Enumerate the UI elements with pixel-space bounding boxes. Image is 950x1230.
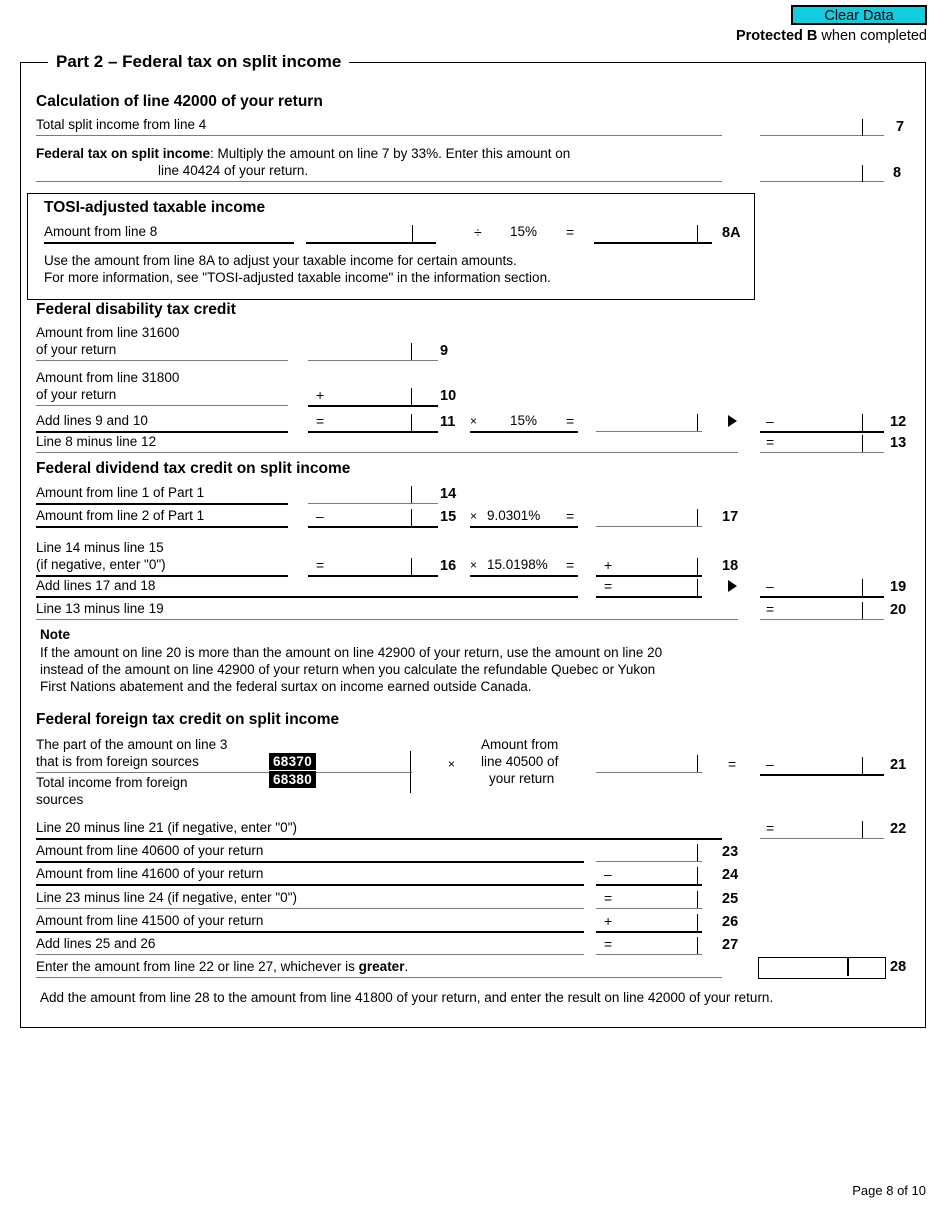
tosi-note-2: For more information, see "TOSI-adjusted taxable income" in the information section. bbox=[44, 270, 551, 285]
page-footer: Page 8 of 10 bbox=[852, 1183, 926, 1198]
line26-label-rule bbox=[36, 931, 584, 933]
line10-plus-op: + bbox=[316, 387, 325, 403]
protected-b-bold: Protected B bbox=[735, 28, 818, 44]
note-line-3: First Nations abatement and the federal surtax on income earned outside Canada. bbox=[40, 679, 532, 694]
line20-cents-tick bbox=[862, 602, 863, 619]
line13-cents-tick bbox=[862, 435, 863, 452]
line7-label: Total split income from line 4 bbox=[36, 117, 207, 132]
protected-b-rest: when completed bbox=[817, 28, 927, 44]
line24-label: Amount from line 41600 of your return bbox=[36, 866, 264, 881]
line8-label-rule bbox=[36, 181, 722, 182]
line17-number: 17 bbox=[722, 509, 739, 525]
final-instruction: Add the amount from line 28 to the amount from line 41800 of your return, and enter the result on line 42000 of your return. bbox=[40, 990, 774, 1005]
line12-number: 12 bbox=[890, 414, 907, 430]
line40500-field-rule[interactable] bbox=[596, 772, 702, 773]
line28-label-a: Enter the amount from line 22 or line 27, whichever is bbox=[36, 959, 359, 974]
line14-label: Amount from line 1 of Part 1 bbox=[36, 485, 205, 500]
line11-cents-tick bbox=[411, 414, 412, 431]
line25-cents-tick bbox=[697, 891, 698, 908]
line8-cents-tick bbox=[862, 165, 863, 182]
line19-cents-tick bbox=[862, 579, 863, 596]
line21-number: 21 bbox=[890, 757, 907, 773]
line18-rate-rule bbox=[470, 575, 578, 577]
line16-field-rule[interactable] bbox=[308, 575, 438, 577]
line7-label-rule bbox=[36, 135, 722, 136]
line17-field-rule[interactable] bbox=[596, 526, 702, 527]
line12-minus-op: – bbox=[766, 413, 774, 429]
line17-mult-op: × bbox=[470, 509, 478, 523]
line12-field-rule[interactable] bbox=[760, 431, 884, 433]
line17-cents-tick bbox=[697, 509, 698, 526]
line25-field-rule[interactable] bbox=[596, 908, 702, 909]
line19-label: Add lines 17 and 18 bbox=[36, 578, 156, 593]
foreign-numerator-label-a: The part of the amount on line 3 bbox=[36, 737, 228, 752]
line11-number: 11 bbox=[440, 414, 456, 430]
line26-label: Amount from line 41500 of your return bbox=[36, 913, 264, 928]
line13-label: Line 8 minus line 12 bbox=[36, 434, 157, 449]
line27-equals-op: = bbox=[604, 936, 613, 952]
line8-number: 8 bbox=[893, 165, 902, 181]
line8a-cents-tick bbox=[412, 225, 413, 242]
line16-cents-tick bbox=[411, 558, 412, 575]
line8-field-rule[interactable] bbox=[760, 181, 884, 182]
line8-label bbox=[36, 146, 570, 161]
line26-number: 26 bbox=[722, 914, 739, 930]
line20-label: Line 13 minus line 19 bbox=[36, 601, 164, 616]
line28-label-b: . bbox=[404, 959, 409, 974]
line11-rate: 15% bbox=[510, 413, 538, 428]
line11-label-rule bbox=[36, 431, 288, 433]
line25-label-rule bbox=[36, 908, 584, 909]
line26-cents-tick bbox=[697, 914, 698, 931]
line11-mult-op: × bbox=[470, 414, 478, 428]
line7-field-rule[interactable] bbox=[760, 135, 884, 136]
line11-label: Add lines 9 and 10 bbox=[36, 413, 148, 428]
line16-equals-op: = bbox=[316, 557, 325, 573]
line12-cents-tick bbox=[862, 414, 863, 431]
line19-label-rule bbox=[36, 596, 578, 598]
line14-field-rule[interactable] bbox=[308, 503, 438, 504]
line22-field-rule[interactable] bbox=[760, 838, 884, 839]
line22-cents-tick bbox=[862, 821, 863, 838]
line10-field-rule[interactable] bbox=[308, 405, 438, 407]
note-line-1: If the amount on line 20 is more than the amount on line 42900 of your return, use the amount on line 20 bbox=[40, 645, 663, 660]
line21-field-rule[interactable] bbox=[760, 774, 884, 776]
line20-label-rule bbox=[36, 619, 738, 620]
line15-label-rule bbox=[36, 526, 288, 528]
line18-eq-op: = bbox=[566, 557, 575, 573]
line10-number: 10 bbox=[440, 388, 457, 404]
line9-label-rule bbox=[36, 360, 288, 361]
line19-number: 19 bbox=[890, 579, 907, 595]
foreign-mult-op: × bbox=[448, 757, 456, 771]
line18-rate: 15.0198% bbox=[487, 557, 548, 572]
line22-label-rule bbox=[36, 838, 722, 840]
line19-arrow-icon bbox=[728, 580, 737, 592]
line8-label-bold: Federal tax on split income bbox=[36, 146, 211, 161]
line8a-number: 8A bbox=[722, 225, 741, 241]
line22-number: 22 bbox=[890, 821, 907, 837]
line9-label-b: of your return bbox=[36, 342, 117, 357]
line11-result-rule[interactable] bbox=[596, 431, 702, 432]
line21-cents-tick bbox=[862, 757, 863, 774]
line11-field-rule[interactable] bbox=[308, 431, 438, 433]
dividend-heading: Federal dividend tax credit on split income bbox=[36, 460, 351, 477]
line16-number: 16 bbox=[440, 558, 457, 574]
line8a-result-cents-tick bbox=[697, 225, 698, 242]
line13-number: 13 bbox=[890, 435, 907, 451]
line7-cents-tick bbox=[862, 119, 863, 136]
line10-cents-tick bbox=[411, 388, 412, 405]
line8a-label-rule bbox=[44, 242, 294, 244]
line17-eq-op: = bbox=[566, 508, 575, 524]
line21-minus-op: – bbox=[766, 756, 774, 772]
line7-number: 7 bbox=[896, 119, 905, 135]
line9-cents-tick bbox=[411, 343, 412, 360]
line15-cents-tick bbox=[411, 509, 412, 526]
line15-number: 15 bbox=[440, 509, 457, 525]
line11-rate-rule bbox=[470, 431, 578, 433]
line23-cents-tick bbox=[697, 844, 698, 861]
tosi-rate: 15% bbox=[510, 224, 538, 239]
calc-heading: Calculation of line 42000 of your return bbox=[36, 93, 323, 110]
line8-label-line2: line 40424 of your return. bbox=[158, 163, 309, 178]
foreign-denominator-label-a: Total income from foreign bbox=[36, 775, 188, 790]
line16-label-a: Line 14 minus line 15 bbox=[36, 540, 164, 555]
line15-field-rule[interactable] bbox=[308, 526, 438, 528]
line17-rate-rule bbox=[470, 526, 578, 528]
field-code-68370-chip[interactable]: 68370 bbox=[269, 753, 316, 770]
line24-field-rule[interactable] bbox=[596, 884, 702, 886]
line23-field-rule[interactable] bbox=[596, 861, 702, 862]
line24-cents-tick bbox=[697, 867, 698, 884]
line27-cents-tick bbox=[697, 937, 698, 954]
line8a-label: Amount from line 8 bbox=[44, 224, 158, 239]
tosi-divide-op: ÷ bbox=[474, 224, 482, 240]
line23-label-rule bbox=[36, 861, 584, 863]
line11-eq-op: = bbox=[566, 413, 575, 429]
foreign-denominator-label-b: sources bbox=[36, 792, 84, 807]
line28-label bbox=[36, 959, 408, 974]
line25-equals-op: = bbox=[604, 890, 613, 906]
line24-label-rule bbox=[36, 884, 584, 886]
line28-input-box[interactable] bbox=[758, 957, 886, 979]
line27-label-rule bbox=[36, 954, 584, 955]
line18-field-rule[interactable] bbox=[596, 575, 702, 577]
line14-label-rule bbox=[36, 503, 288, 505]
line9-label-a: Amount from line 31600 bbox=[36, 325, 180, 340]
line20-equals-op: = bbox=[766, 601, 775, 617]
line15-minus-op: – bbox=[316, 508, 324, 524]
line24-minus-op: – bbox=[604, 866, 612, 882]
line13-field-rule[interactable] bbox=[760, 452, 884, 453]
line24-number: 24 bbox=[722, 867, 739, 883]
line20-field-rule[interactable] bbox=[760, 619, 884, 620]
line18-cents-tick bbox=[697, 558, 698, 575]
note-line-2: instead of the amount on line 42900 of your return when you calculate the refundable Quebec or Yukon bbox=[40, 662, 656, 677]
clear-data-button[interactable]: Clear Data bbox=[791, 5, 927, 25]
line8a-result-rule[interactable] bbox=[594, 242, 712, 244]
line28-label-bold: greater bbox=[358, 959, 405, 974]
line40500-label-c: your return bbox=[489, 771, 555, 786]
line27-number: 27 bbox=[722, 937, 739, 953]
line22-equals-op: = bbox=[766, 820, 775, 836]
line17-rate: 9.0301% bbox=[487, 508, 541, 523]
line9-number: 9 bbox=[440, 343, 449, 359]
line23-label: Amount from line 40600 of your return bbox=[36, 843, 264, 858]
line16-label-b: (if negative, enter "0") bbox=[36, 557, 166, 572]
line40500-cents-tick bbox=[697, 755, 698, 772]
line11-equals-op: = bbox=[316, 413, 325, 429]
protected-b-label bbox=[736, 28, 927, 44]
note-title: Note bbox=[40, 627, 70, 642]
line40500-label-a: Amount from bbox=[481, 737, 559, 752]
line27-label: Add lines 25 and 26 bbox=[36, 936, 156, 951]
tosi-note-1: Use the amount from line 8A to adjust your taxable income for certain amounts. bbox=[44, 253, 517, 268]
line11-result-cents-tick bbox=[697, 414, 698, 431]
part2-title: Part 2 – Federal tax on split income bbox=[48, 52, 349, 72]
line16-label-rule bbox=[36, 575, 288, 577]
line25-number: 25 bbox=[722, 891, 739, 907]
line10-label-rule bbox=[36, 405, 288, 406]
tosi-equals-op: = bbox=[566, 224, 575, 240]
foreign-fraction-rule bbox=[36, 772, 412, 773]
line18-number: 18 bbox=[722, 558, 739, 574]
line22-label: Line 20 minus line 21 (if negative, enter "0") bbox=[36, 820, 297, 835]
line14-number: 14 bbox=[440, 486, 457, 502]
line26-plus-op: + bbox=[604, 913, 613, 929]
line28-cents-divider bbox=[847, 958, 849, 976]
line15-label: Amount from line 2 of Part 1 bbox=[36, 508, 205, 523]
line18-plus-op: + bbox=[604, 557, 613, 573]
line28-label-rule bbox=[36, 977, 722, 978]
line8-label-rest: : Multiply the amount on line 7 by 33%. Enter this amount on bbox=[210, 146, 571, 161]
disability-heading: Federal disability tax credit bbox=[36, 301, 236, 318]
foreign-numerator-label-b: that is from foreign sources bbox=[36, 754, 199, 769]
foreign-fraction-cents-tick bbox=[410, 751, 411, 793]
line10-label-b: of your return bbox=[36, 387, 117, 402]
foreign-heading: Federal foreign tax credit on split income bbox=[36, 711, 340, 728]
line23-number: 23 bbox=[722, 844, 739, 860]
line14-cents-tick bbox=[411, 486, 412, 503]
foreign-equals-op: = bbox=[728, 756, 737, 772]
line40500-label-b: line 40500 of bbox=[481, 754, 559, 769]
line19-sum-cents-tick bbox=[697, 579, 698, 596]
line28-number: 28 bbox=[890, 959, 907, 975]
line8a-field-rule[interactable] bbox=[306, 242, 436, 244]
line13-equals-op: = bbox=[766, 434, 775, 450]
line10-label-a: Amount from line 31800 bbox=[36, 370, 180, 385]
line19-equals-op: = bbox=[604, 578, 613, 594]
line19-field-rule[interactable] bbox=[760, 596, 884, 598]
line26-field-rule[interactable] bbox=[596, 931, 702, 933]
tosi-heading: TOSI-adjusted taxable income bbox=[44, 199, 266, 216]
line13-label-rule bbox=[36, 452, 738, 453]
line27-field-rule[interactable] bbox=[596, 954, 702, 955]
line19-minus-op: – bbox=[766, 578, 774, 594]
line12-arrow-icon bbox=[728, 415, 737, 427]
line18-mult-op: × bbox=[470, 558, 478, 572]
field-code-68380-chip[interactable]: 68380 bbox=[269, 771, 316, 788]
line20-number: 20 bbox=[890, 602, 907, 618]
line25-label: Line 23 minus line 24 (if negative, enter "0") bbox=[36, 890, 297, 905]
line9-field-rule[interactable] bbox=[308, 360, 438, 361]
line19-sum-rule[interactable] bbox=[596, 596, 702, 598]
